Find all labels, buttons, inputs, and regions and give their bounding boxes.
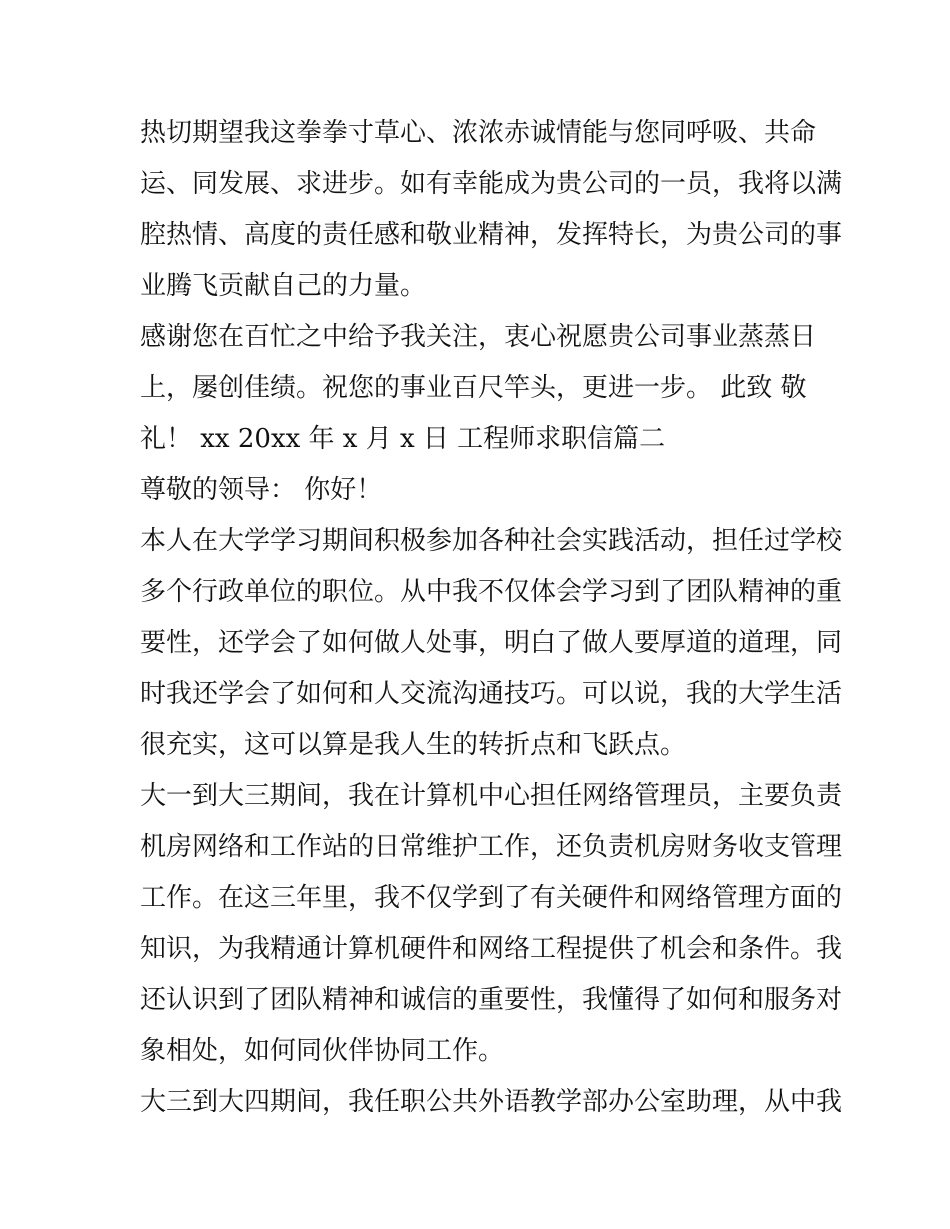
text-line: 业腾飞贡献自己的力量。	[140, 271, 427, 301]
text-line: 感谢您在百忙之中给予我关注，衷心祝愿贵公司事业蒸蒸日	[140, 322, 817, 352]
text-line: 上，屡创佳绩。祝您的事业百尺竿头，更进一步。 此致 敬	[140, 373, 807, 403]
text-line: 时我还学会了如何和人交流沟通技巧。可以说，我的大学生活	[140, 679, 843, 709]
text-line: 象相处，如何同伙伴协同工作。	[140, 1036, 505, 1066]
text-line: 尊敬的领导： 你好！	[140, 475, 383, 505]
text-line: 腔热情、高度的责任感和敬业精神，发挥特长，为贵公司的事	[140, 220, 843, 250]
text-line: 热切期望我这拳拳寸草心、浓浓赤诚情能与您同呼吸、共命	[140, 118, 817, 148]
text-line: 很充实，这可以算是我人生的转折点和飞跃点。	[140, 730, 687, 760]
text-line: 机房网络和工作站的日常维护工作，还负责机房财务收支管理	[140, 832, 843, 862]
text-line: 大三到大四期间，我任职公共外语教学部办公室助理，从中我	[140, 1087, 843, 1117]
text-line: 多个行政单位的职位。从中我不仅体会学习到了团队精神的重	[140, 577, 843, 607]
text-line: 要性，还学会了如何做人处事，明白了做人要厚道的道理，同	[140, 628, 843, 658]
text-line: 礼！ xx 20xx 年 x 月 x 日 工程师求职信篇二	[140, 424, 666, 454]
document-body	[140, 108, 843, 1128]
text-line: 还认识到了团队精神和诚信的重要性，我懂得了如何和服务对	[140, 985, 843, 1015]
text-line: 本人在大学学习期间积极参加各种社会实践活动，担任过学校	[140, 526, 843, 556]
text-line: 工作。在这三年里，我不仅学到了有关硬件和网络管理方面的	[140, 883, 843, 913]
text-line: 大一到大三期间，我在计算机中心担任网络管理员，主要负责	[140, 781, 843, 811]
text-line: 知识，为我精通计算机硬件和网络工程提供了机会和条件。我	[140, 934, 843, 964]
text-line: 运、同发展、求进步。如有幸能成为贵公司的一员，我将以满	[140, 169, 843, 199]
